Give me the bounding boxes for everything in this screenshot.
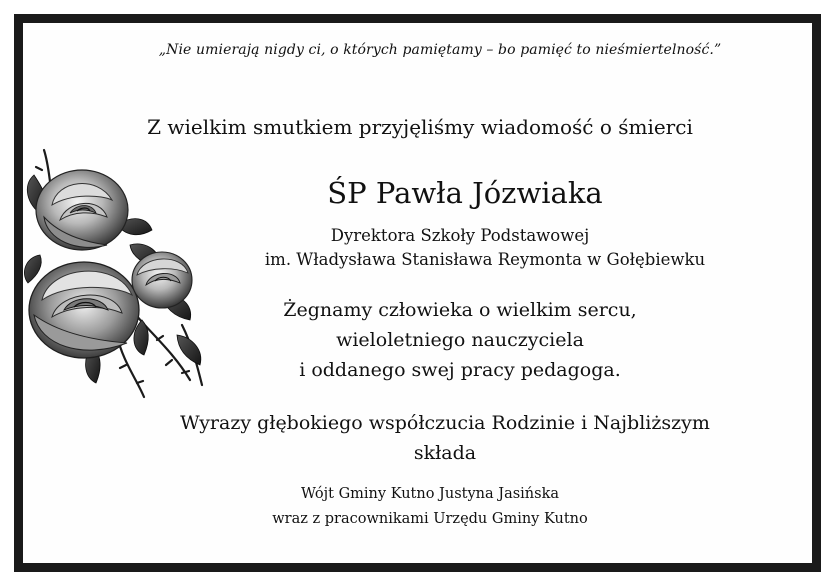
signature-line-1: Wójt Gminy Kutno Justyna Jasińska bbox=[301, 486, 559, 502]
condolences-line-1: Wyrazy głębokiego współczucia Rodzinie i Najbliższym bbox=[180, 412, 710, 434]
farewell-line-2: wieloletniego nauczyciela bbox=[336, 329, 584, 351]
signature-line-2: wraz z pracownikami Urzędu Gminy Kutno bbox=[272, 511, 588, 527]
memorial-quote: „Nie umierają nigdy ci, o których pamiętamy – bo pamięć to nieśmiertelność.” bbox=[158, 42, 722, 58]
intro-line: Z wielkim smutkiem przyjęliśmy wiadomość o śmierci bbox=[147, 115, 693, 139]
condolences-line-2: składa bbox=[413, 442, 477, 464]
role-line-2: im. Władysława Stanisława Reymonta w Gołębiewku bbox=[264, 250, 706, 269]
deceased-name: ŚP Pawła Józwiaka bbox=[327, 176, 603, 210]
roses-bouquet-icon bbox=[22, 145, 212, 405]
role-line-1: Dyrektora Szkoły Podstawowej bbox=[330, 226, 590, 245]
farewell-line-3: i oddanego swej pracy pedagoga. bbox=[299, 359, 621, 381]
farewell-line-1: Żegnamy człowieka o wielkim sercu, bbox=[283, 299, 637, 321]
